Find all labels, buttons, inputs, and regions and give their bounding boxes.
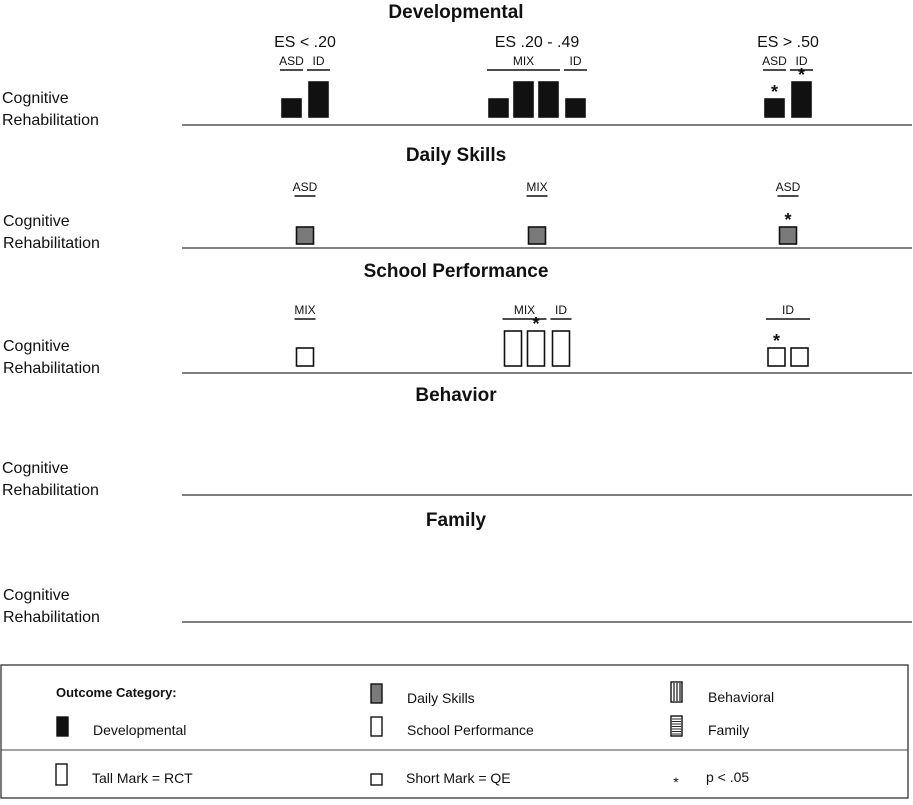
legend-family-label: Family [708, 722, 750, 738]
legend-school-performance-label: School Performance [407, 722, 534, 738]
group-label: ID [795, 54, 808, 68]
legend-school-performance-swatch [371, 717, 382, 736]
group [564, 54, 587, 117]
legend-short-mark [371, 774, 382, 785]
section-family [3, 510, 912, 626]
effect-size-header: ES .20 - .49 [494, 34, 580, 51]
section-title: Family [425, 510, 487, 531]
effect-size-header: ES > .50 [757, 34, 819, 51]
group [776, 180, 801, 244]
intervention-label: Cognitive [2, 460, 69, 477]
effect-size-header: ES < .20 [274, 34, 336, 51]
rct-mark [792, 82, 811, 117]
legend-developmental-label: Developmental [93, 722, 187, 738]
group-label: ID [782, 303, 794, 317]
group [766, 303, 810, 366]
legend-behavioral-label: Behavioral [708, 689, 775, 705]
intervention-label: Cognitive [3, 213, 70, 230]
legend-tall-mark [56, 764, 67, 785]
section-title: Daily Skills [405, 145, 507, 166]
group [307, 54, 330, 117]
legend-family-swatch [671, 716, 682, 736]
legend-outcome-title: Outcome Category: [56, 685, 177, 700]
group-label: MIX [512, 54, 535, 68]
significance-star: * [784, 210, 792, 230]
group [790, 54, 813, 117]
rct-mark [528, 331, 545, 366]
rct-mark [309, 82, 328, 117]
significance-star: * [532, 314, 540, 334]
significance-star: * [797, 65, 806, 85]
intervention-label: Rehabilitation [3, 609, 100, 626]
intervention-label: Cognitive [2, 90, 69, 107]
rct-mark [505, 331, 522, 366]
legend-tall-mark-label: Tall Mark = RCT [92, 770, 193, 786]
qe-mark [489, 99, 508, 117]
section-behavioral [2, 385, 912, 499]
qe-mark [297, 348, 314, 366]
rct-mark [514, 82, 533, 117]
intervention-label: Rehabilitation [3, 235, 100, 252]
legend-daily-skills-swatch [371, 684, 382, 703]
rct-mark [553, 331, 570, 366]
group-label: ASD [775, 180, 801, 194]
legend-developmental-swatch [57, 717, 68, 736]
group-label: ASD [292, 180, 318, 194]
legend-sig-label: p < .05 [706, 769, 750, 785]
section-title: School Performance [363, 261, 549, 282]
group [279, 54, 304, 117]
significance-star: * [770, 82, 779, 102]
group [762, 54, 787, 117]
group-label: MIX [526, 180, 548, 194]
legend [1, 665, 908, 798]
group-label: ASD [279, 54, 304, 68]
group [526, 180, 547, 244]
qe-mark [282, 99, 301, 117]
qe-mark [566, 99, 585, 117]
group [294, 303, 315, 366]
intervention-label: Rehabilitation [2, 482, 99, 499]
group [487, 54, 560, 117]
legend-daily-skills-label: Daily Skills [407, 690, 475, 706]
section-developmental [2, 2, 912, 129]
intervention-label: Rehabilitation [3, 360, 100, 377]
group [551, 303, 572, 366]
group-label: MIX [294, 303, 316, 317]
group-label: ID [555, 303, 567, 317]
legend-short-mark-label: Short Mark = QE [406, 770, 511, 786]
section-school [3, 261, 912, 377]
qe-mark [297, 227, 314, 244]
legend-behavioral-swatch [671, 682, 682, 702]
section-daily [3, 145, 912, 252]
section-title: Developmental [388, 2, 524, 23]
legend-sig-symbol: * [673, 774, 679, 790]
intervention-label: Rehabilitation [2, 112, 99, 129]
group-label: ASD [762, 54, 787, 68]
group-label: ID [569, 54, 582, 68]
group-label: MIX [513, 303, 536, 317]
rct-mark [539, 82, 558, 117]
group-label: ID [312, 54, 325, 68]
intervention-label: Cognitive [3, 587, 70, 604]
qe-mark [791, 348, 808, 366]
group [293, 180, 318, 244]
significance-star: * [772, 331, 781, 351]
intervention-label: Cognitive [3, 338, 70, 355]
section-title: Behavior [415, 385, 497, 406]
group [503, 303, 547, 366]
qe-mark [529, 227, 546, 244]
